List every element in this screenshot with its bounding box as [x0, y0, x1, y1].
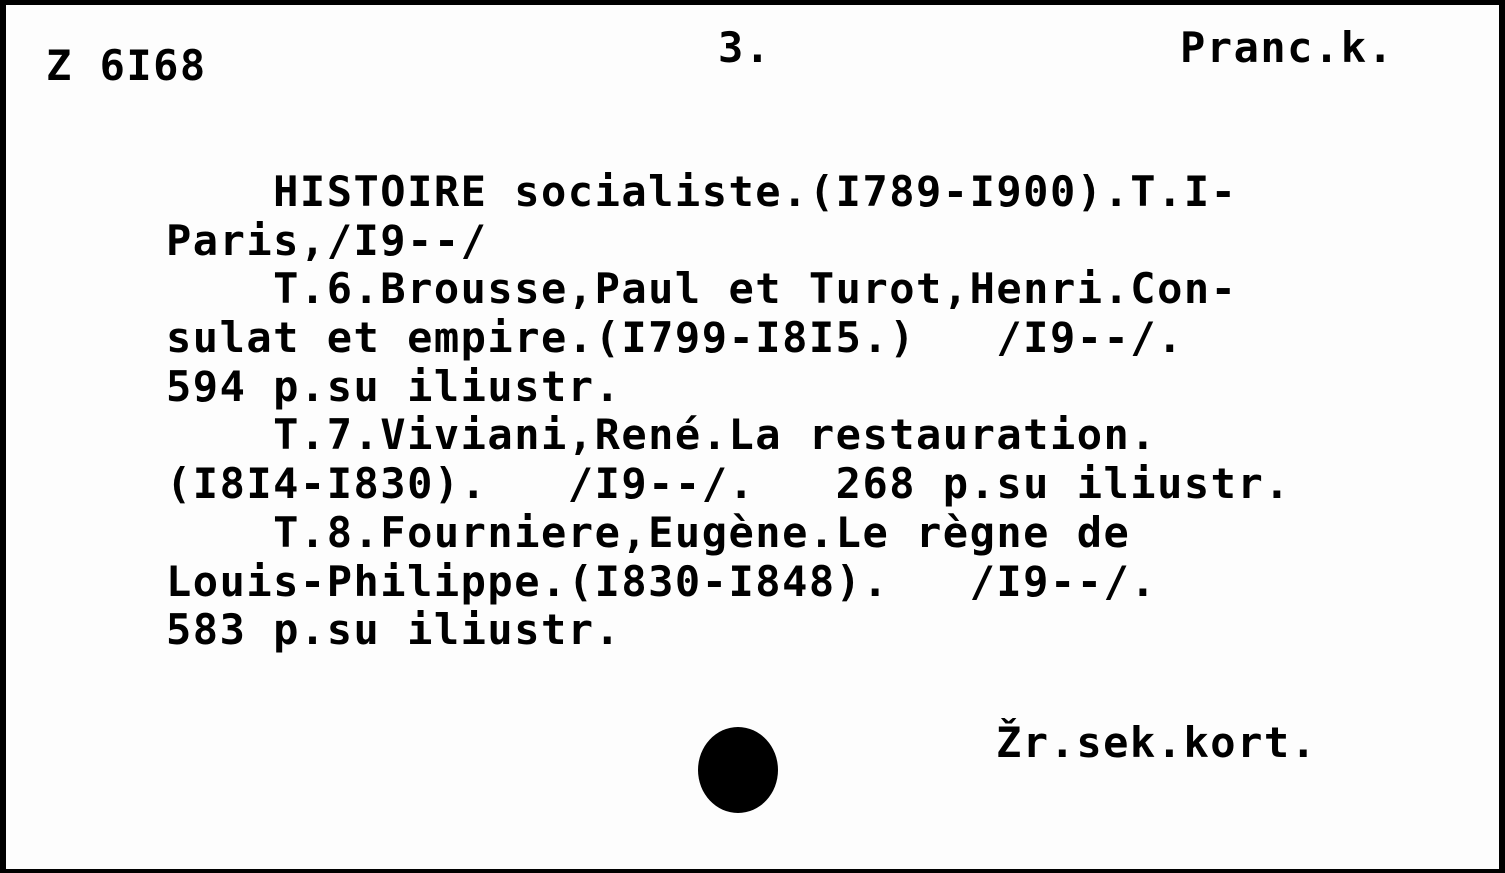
entry-line: Paris,/I9--/ [166, 215, 488, 265]
language-code: Pranc.k. [1180, 23, 1395, 72]
entry-line: T.6.Brousse,Paul et Turot,Henri.Con- [166, 264, 1238, 314]
card-sequence-number: 3. [718, 23, 772, 72]
catalog-note: Žr.sek.kort. [996, 718, 1318, 767]
entry-line: 583 p.su iliustr. [166, 605, 622, 655]
entry-line: (I8I4-I830). /I9--/. 268 p.su iliustr. [166, 459, 1292, 509]
entry-line: Louis-Philippe.(I830-I848). /I9--/. [166, 556, 1158, 606]
entry-line: T.8.Fourniere,Eugène.Le règne de [166, 507, 1131, 557]
entry-line: T.7.Viviani,René.La restauration. [166, 410, 1158, 460]
entry-line: 594 p.su iliustr. [166, 361, 622, 411]
entry-line: HISTOIRE socialiste.(I789-I900).T.I- [166, 167, 1238, 216]
entry-line: sulat et empire.(I799-I8I5.) /I9--/. [166, 313, 1184, 363]
punch-hole [698, 727, 778, 813]
call-number: Z 6I68 [46, 41, 207, 90]
bibliographic-entry [166, 168, 1291, 655]
